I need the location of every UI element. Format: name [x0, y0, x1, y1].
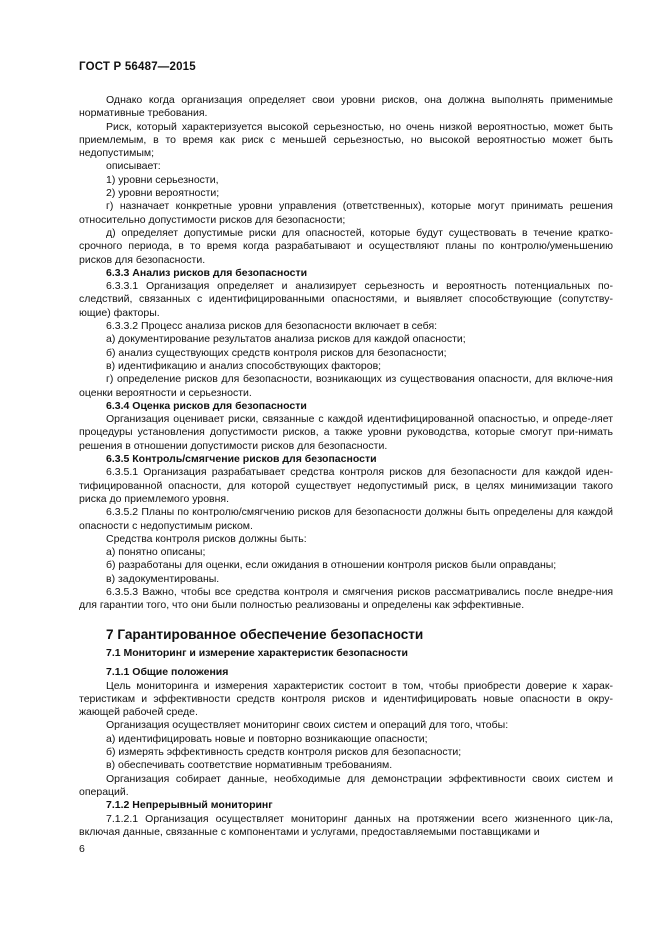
section-6-3-continued — [79, 94, 613, 613]
list-item: в) идентификацию и анализ способствующих факторов; — [106, 359, 382, 372]
list-item: в) задокументированы. — [106, 572, 220, 585]
heading-7-1-1: 7.1.1 Общие положения — [106, 666, 229, 679]
heading-7-1: 7.1 Мониторинг и измерение характеристик безопасности — [106, 647, 409, 659]
section-7 — [79, 647, 613, 839]
list-item: 1) уровни серьезности, — [106, 173, 219, 186]
paragraph: Риск, который характеризуется высокой серьезностью, но очень низкой вероятностью, может быть приемлемым, в то время как риск с меньшей серьезностью, но высокой вероятностью может быть недопустимым; — [79, 120, 613, 160]
list-item: в) обеспечивать соответствие нормативным требованиям. — [106, 759, 393, 772]
document-header: ГОСТ Р 56487—2015 — [79, 61, 196, 73]
list-item: г) определение рисков для безопасности, возникающих из существования опасности, для включе-ния оценки вероятности и серьезности. — [79, 373, 613, 399]
paragraph: 6.3.3.2 Процесс анализа рисков для безопасности включает в себя: — [106, 320, 438, 333]
list-item: б) анализ существующих средств контроля рисков для безопасности; — [106, 346, 447, 359]
paragraph: Однако когда организация определяет свои уровни рисков, она должна выполнять применимые нормативные требования. — [79, 94, 613, 120]
heading-6-3-4: 6.3.4 Оценка рисков для безопасности — [106, 399, 307, 412]
heading-section-7: 7 Гарантированное обеспечение безопасности — [106, 627, 424, 642]
page-number: 6 — [79, 843, 85, 855]
list-item: б) разработаны для оценки, если ожидания в отношении контроля рисков были оправданы; — [106, 559, 557, 572]
paragraph: 6.3.5.1 Организация разрабатывает средства контроля рисков для безопасности для каждой иден-тифицированной опасности, для которой существует недопустимый риск, в целях минимизации такого риска до приемлемого уровня. — [79, 466, 613, 505]
paragraph: Организация собирает данные, необходимые для демонстрации эффективности своих систем и операций. — [79, 772, 613, 798]
paragraph: описывает: — [106, 160, 161, 173]
list-item: а) идентифицировать новые и повторно возникающие опасности; — [106, 732, 428, 745]
paragraph: Организация осуществляет мониторинг своих систем и операций для того, чтобы: — [106, 719, 509, 732]
list-item: а) понятно описаны; — [106, 546, 206, 559]
paragraph: 7.1.2.1 Организация осуществляет мониторинг данных на протяжении всего жизненного цик-ла, включая данные, связанные с компонентами и услугами, предоставляемыми поставщиками и — [79, 812, 613, 838]
list-item: г) назначает конкретные уровни управления (ответственных), которые могут принимать решения относительно допустимости рисков для безопасности; — [79, 200, 613, 226]
list-item: б) измерять эффективность средств контроля рисков для безопасности; — [106, 746, 462, 759]
paragraph: Организация оценивает риски, связанные с каждой идентифицированной опасностью, и опреде-ляет процедуры установления допустимости рисков, а также уровни руководства, которые смогут при-нимать решения в отношении допустимости рисков для безопасности. — [79, 413, 613, 452]
heading-7-1-2: 7.1.2 Непрерывный мониторинг — [106, 799, 273, 812]
list-item: 2) уровни вероятности; — [106, 187, 220, 200]
paragraph: Средства контроля рисков должны быть: — [106, 532, 307, 545]
list-item: а) документирование результатов анализа рисков для каждой опасности; — [106, 333, 466, 346]
heading-6-3-3: 6.3.3 Анализ рисков для безопасности — [106, 266, 308, 279]
heading-6-3-5: 6.3.5 Контроль/смягчение рисков для безопасности — [106, 453, 377, 466]
list-item: д) определяет допустимые риски для опасностей, которые будут существовать в течение кратко-срочного периода, в то время когда разрабатывают и осуществляют планы по контролю/уменьшению рисков для безопасности. — [79, 226, 613, 266]
paragraph: 6.3.5.2 Планы по контролю/смягчению рисков для безопасности должны быть определены для каждой опасности с недопустимым риском. — [79, 506, 613, 532]
paragraph: 6.3.3.1 Организация определяет и анализирует серьезность и вероятность потенциальных по-следствий, связанных с идентифицированными опасностями, и выявляет способствующие (сопутству-ющие) факторы. — [79, 280, 613, 319]
paragraph: 6.3.5.3 Важно, чтобы все средства контроля и смягчения рисков рассматривались после внедре-ния для гарантии того, что они были полностью реализованы и определены как эффективные. — [79, 585, 613, 612]
paragraph: Цель мониторинга и измерения характеристик состоит в том, чтобы приобрести доверие к харак-теристикам и эффективности средств контроля рисков и идентифицировать новые опасности в окру-жающей рабочей среде. — [79, 679, 613, 719]
